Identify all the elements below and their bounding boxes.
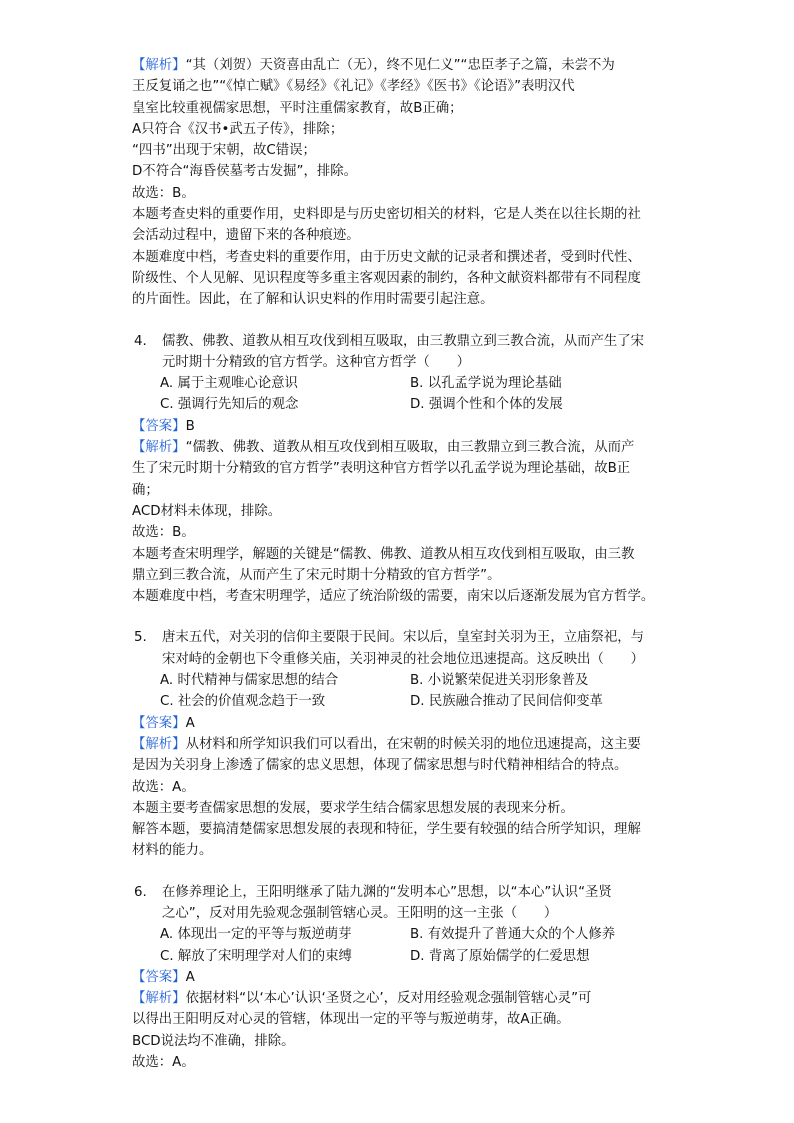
analysis-line: 的片面性。因此，在了解和认识史料的作用时需要引起注意。 [132,292,494,308]
analysis-tag: 【解析】 [132,991,186,1007]
analysis-line: 王反复诵之也”“《悼亡赋》《易经》《礼记》《孝经》《医书》《论语》”表明汉代 [132,79,575,95]
option-d[interactable]: D. 强调个性和个体的发展 [410,397,563,413]
analysis-line: BCD说法均不准确，排除。 [132,1033,295,1049]
option-c[interactable]: C. 社会的价值观念趋于一致 [160,694,326,710]
answer-value: A [185,715,195,731]
analysis-tag: 【解析】 [132,58,186,73]
analysis-line: 故选：A。 [132,1055,195,1071]
question-stem-line: 宋对峙的金朝也下令重修关庙，关羽神灵的社会地位迅速提高。这反映出（ ） [162,651,645,667]
answer-value: B [185,418,195,434]
answer-line [132,713,662,734]
analysis-line: 生了宋元时期十分精致的官方哲学”表明这种官方哲学以孔孟学说为理论基础，故B正 [132,461,631,477]
analysis-line: 会活动过程中，遗留下来的各种痕迹。 [132,228,360,244]
analysis-line: 确； [132,482,159,498]
answer-tag: 【答案】 [132,715,186,731]
option-d[interactable]: D. 民族融合推动了民间信仰变革 [410,694,603,710]
option-b[interactable]: B. 小说繁荣促进关羽形象普及 [410,673,589,689]
analysis-line: “四书”出现于宋朝，故C错误； [132,143,316,159]
question-stem-line: 6. 在修养理论上，王阳明继承了陆九渊的“发明本心”思想，以“本心”认识“圣贤 [132,882,662,903]
analysis-line: A只符合《汉书•武五子传》，排除； [132,121,344,137]
analysis-line: 本题考查史料的重要作用，史料即是与历史密切相关的材料，它是人类在以往长期的社 [132,207,641,223]
question-6 [132,882,662,1074]
option-a[interactable]: A. 体现出一定的平等与叛逆萌芽 [160,927,352,943]
option-a[interactable]: A. 属于主观唯心论意识 [160,376,298,392]
analysis-line: 故选：A。 [132,779,195,795]
options-row [132,924,662,945]
question-number: 4. [134,333,147,349]
question-number: 6. [134,884,147,900]
analysis-line: 本题难度中档，考查史料的重要作用，由于历史文献的记录者和撰述者，受到时代性、 [132,249,641,265]
question-stem-line: 之心”，反对用先验观念强制管辖心灵。王阳明的这一主张（ ） [162,905,558,921]
exam-page [132,55,662,1073]
option-c[interactable]: C. 解放了宋明理学对人们的束缚 [160,948,352,964]
answer-line [132,416,662,437]
analysis-tag: 【解析】 [132,736,186,752]
analysis-line: ACD材料未体现，排除。 [132,503,282,519]
answer-tag: 【答案】 [132,969,186,985]
analysis-line: 是因为关羽身上渗透了儒家的忠义思想，体现了儒家思想与时代精神相结合的特点。 [132,758,628,774]
analysis-line: 【解析】“儒教、佛教、道教从相互攻伐到相互吸取，由三教鼎立到三教合流，从而产 [132,440,635,456]
analysis-tag: 【解析】 [132,440,186,456]
analysis-line: 解答本题，要搞清楚儒家思想发展的表现和特征，学生要有较强的结合所学知识，理解 [132,822,641,838]
analysis-line: 【解析】依据材料“以‘本心’认识‘圣贤之心’，反对用经验观念强制管辖心灵”可 [132,991,592,1007]
analysis-line: 以得出王阳明反对心灵的管辖，体现出一定的平等与叛逆萌芽，故A正确。 [132,1012,570,1028]
options-row [132,373,662,394]
question-stem-line: 元时期十分精致的官方哲学。这种官方哲学（ ） [162,354,470,370]
question-5 [132,627,662,861]
options-row [132,946,662,967]
analysis-line: 本题主要考查儒家思想的发展，要求学生结合儒家思想发展的表现来分析。 [132,800,574,816]
option-c[interactable]: C. 强调行先知后的观念 [160,397,299,413]
analysis-line: 本题难度中档，考查宋明理学，适应了统治阶级的需要，南宋以后逐渐发展为官方哲学。 [132,589,655,605]
analysis-line: 【解析】“其（刘贺）天资喜由乱亡（无），终不见仁义”“忠臣孝子之篇，未尝不为 [132,58,615,73]
answer-tag: 【答案】 [132,418,186,434]
options-row [132,691,662,712]
analysis-line: 【解析】从材料和所学知识我们可以看出，在宋朝的时候关羽的地位迅速提高，这主要 [132,736,641,752]
analysis-line: 鼎立到三教合流，从而产生了宋元时期十分精致的官方哲学”。 [132,567,501,583]
option-a[interactable]: A. 时代精神与儒家思想的结合 [160,673,339,689]
options-row [132,670,662,691]
analysis-line: 故选：B。 [132,185,195,201]
question-number: 5. [134,630,147,646]
question-stem-line: 4. 儒教、佛教、道教从相互攻伐到相互吸取，由三教鼎立到三教合流，从而产生了宋 [132,331,662,352]
analysis-line: D不符合“海昏侯墓考古发掘”，排除。 [132,164,358,180]
analysis-line: 皇室比较重视儒家思想，平时注重儒家教育，故B正确； [132,100,463,116]
question-stem-line: 5. 唐末五代，对关羽的信仰主要限于民间。宋以后，皇室封关羽为王，立庙祭祀，与 [132,627,662,648]
answer-line [132,967,662,988]
q3-analysis [132,55,662,311]
question-4 [132,331,662,608]
options-row [132,394,662,415]
analysis-line: 材料的能力。 [132,843,213,859]
analysis-line: 本题考查宋明理学，解题的关键是“儒教、佛教、道教从相互攻伐到相互吸取，由三教 [132,546,635,562]
answer-value: A [185,969,195,985]
analysis-line: 故选：B。 [132,525,195,541]
option-d[interactable]: D. 背离了原始儒学的仁爱思想 [410,948,590,964]
option-b[interactable]: B. 以孔孟学说为理论基础 [410,376,562,392]
analysis-line: 阶级性、个人见解、见识程度等多重主客观因素的制约，各种文献资料都带有不同程度 [132,270,641,286]
option-b[interactable]: B. 有效提升了普通大众的个人修养 [410,927,616,943]
